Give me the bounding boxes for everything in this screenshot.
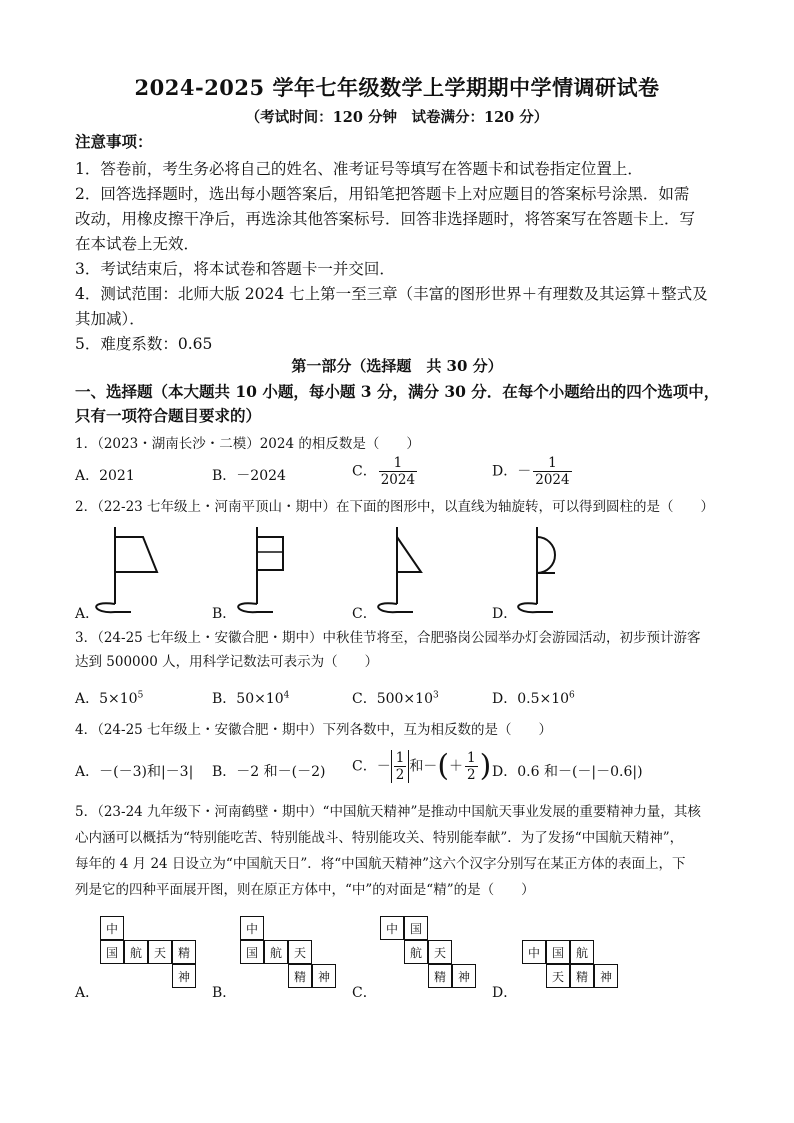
net-cell: 中: [100, 916, 124, 940]
q3-stem: 3．（24-25 七年级上・安徽合肥・期中）中秋佳节将至，合肥骆岗公园举办灯会游园活动，初步预计游客: [75, 630, 701, 646]
notes-heading: 注意事项：: [75, 132, 153, 151]
fraction: [533, 455, 571, 488]
q3-option-d-text: D．0.5×10: [492, 691, 570, 707]
net-cell: 中: [380, 916, 404, 940]
q1-option-c[interactable]: [352, 455, 419, 488]
fraction-denominator: 2: [395, 767, 405, 783]
note-line: 1．答卷前，考生务必将自己的姓名、准考证号等填写在答题卡和试卷指定位置上．: [75, 160, 643, 178]
q2-option-c[interactable]: C．: [352, 606, 377, 622]
exam-title: 2024-2025 学年七年级数学上学期期中学情调研试卷: [134, 75, 660, 100]
q2-option-b[interactable]: B．: [212, 606, 237, 622]
paren-open: (: [437, 748, 450, 784]
q1-option-d-label: D．－: [492, 463, 532, 480]
q1-option-b[interactable]: B．－2024: [212, 468, 286, 484]
q3-option-b-text: B．50×10: [212, 691, 284, 707]
q3-option-c-text: C．500×10: [352, 691, 433, 707]
q2-option-d[interactable]: D．: [492, 606, 518, 622]
q3-option-b[interactable]: [212, 688, 289, 708]
q5-stem: 心内涵可以概括为“特别能吃苦、特别能战斗、特别能攻关、特别能奉献”．为了发扬“中国航天精神”，: [75, 830, 684, 846]
fraction: [379, 455, 417, 488]
q2-option-a[interactable]: A．: [75, 606, 100, 622]
fraction-denominator: 2: [467, 767, 476, 783]
net-cell: 中: [522, 940, 546, 964]
section-intro: 一、选择题（本大题共 10 小题，每小题 3 分，满分 30 分．在每个小题给出的四个选项中，: [75, 382, 720, 401]
net-cell: 国: [240, 940, 264, 964]
note-line: 2．回答选择题时，选出每小题答案后，用铅笔把答题卡上对应题目的答案标号涂黑．如需: [75, 185, 690, 203]
net-cell: 精: [172, 940, 196, 964]
paren-close: ): [479, 748, 492, 784]
net-cell: 国: [100, 940, 124, 964]
exponent: 3: [432, 690, 439, 701]
q3-stem: 达到 500000 人，用科学记数法可表示为（ ）: [75, 654, 379, 670]
note-line: 5．难度系数：0.65: [75, 335, 213, 353]
q1-option-d[interactable]: [492, 455, 574, 488]
q2-figure-a: [95, 522, 165, 617]
section-intro: 只有一项符合题目要求的）: [75, 406, 262, 425]
note-line: 4．测试范围：北师大版 2024 七上第一至三章（丰富的图形世界＋有理数及其运算＋整式及: [75, 285, 708, 303]
q2-stem: 2．（22-23 七年级上・河南平顶山・期中）在下面的图形中，以直线为轴旋转，可以得到圆柱的是（ ）: [75, 499, 715, 515]
q5-option-a[interactable]: A．: [75, 985, 100, 1001]
net-cell: 国: [546, 940, 570, 964]
q1-option-a[interactable]: A．2021: [75, 468, 135, 484]
fraction: [465, 750, 478, 783]
net-cell: 精: [570, 964, 594, 988]
note-line: 在本试卷上无效．: [75, 235, 200, 253]
net-cell: 神: [594, 964, 618, 988]
net-cell: 航: [404, 940, 428, 964]
q3-option-a[interactable]: [75, 688, 143, 708]
q3-option-a-text: A．5×10: [75, 691, 138, 707]
q4-option-d[interactable]: D．0.6 和－(－|－0.6|): [492, 764, 643, 780]
fraction-denominator: 2024: [535, 472, 570, 488]
note-line: 3．考试结束后，将本试卷和答题卡一并交回．: [75, 260, 395, 278]
q4-stem: 4．（24-25 七年级上・安徽合肥・期中）下列各数中，互为相反数的是（ ）: [75, 722, 553, 738]
net-cell: 精: [428, 964, 452, 988]
exam-subtitle: （考试时间：120 分钟 试卷满分：120 分）: [245, 109, 549, 126]
q4-option-c-label: C．－: [352, 758, 391, 775]
abs-value: [391, 750, 410, 783]
q1-stem: 1．（2023・湖南长沙・二模）2024 的相反数是（ ）: [75, 436, 420, 452]
q4-option-a[interactable]: A．－(－3)和|－3|: [75, 764, 194, 780]
fraction-numerator: 1: [395, 750, 405, 766]
net-cell: 精: [288, 964, 312, 988]
q1-option-c-label: C．: [352, 463, 377, 480]
net-cell: 神: [452, 964, 476, 988]
section-heading: 第一部分（选择题 共 30 分）: [291, 357, 503, 375]
q5-option-b[interactable]: B．: [212, 985, 237, 1001]
q5-option-c[interactable]: C．: [352, 985, 377, 1001]
net-cell: 国: [404, 916, 428, 940]
q3-option-d[interactable]: [492, 688, 575, 708]
fraction-numerator: 1: [467, 750, 476, 766]
q5-stem: 5．（23-24 九年级下・河南鹤壁・期中）“中国航天精神”是推动中国航天事业发展的重要精神力量，其核: [75, 804, 701, 820]
net-cell: 航: [570, 940, 594, 964]
note-line: 改动，用橡皮擦干净后，再选涂其他答案标号．回答非选择题时，将答案写在答题卡上．写: [75, 210, 696, 228]
q4-option-c-mid: 和－: [409, 758, 438, 775]
net-cell: 航: [124, 940, 148, 964]
net-cell: 天: [546, 964, 570, 988]
q4-option-c-sign: ＋: [449, 758, 464, 775]
fraction-numerator: 1: [548, 455, 557, 471]
net-cell: 中: [240, 916, 264, 940]
fraction-numerator: 1: [393, 455, 403, 471]
q2-figure-b: [235, 522, 305, 617]
q3-option-c[interactable]: [352, 688, 439, 708]
q4-option-b[interactable]: B．－2 和－(－2): [212, 764, 326, 780]
q2-figure-d: [515, 522, 585, 617]
q2-figure-c: [375, 522, 445, 617]
net-cell: 天: [148, 940, 172, 964]
q4-option-c[interactable]: [352, 750, 491, 783]
exponent: 5: [137, 690, 144, 701]
net-cell: 天: [428, 940, 452, 964]
net-cell: 神: [312, 964, 336, 988]
net-cell: 天: [288, 940, 312, 964]
q5-stem: 列是它的四种平面展开图，则在原正方体中，“中”的对面是“精”的是（ ）: [75, 882, 535, 898]
net-cell: 神: [172, 964, 196, 988]
q5-stem: 每年的 4 月 24 日设立为“中国航天日”．将“中国航天精神”这六个汉字分别写在某正方体的表面上，下: [75, 856, 686, 872]
net-cell: 航: [264, 940, 288, 964]
fraction: [394, 750, 407, 783]
q5-option-d[interactable]: D．: [492, 985, 518, 1001]
exponent: 4: [283, 690, 290, 701]
fraction-denominator: 2024: [380, 472, 416, 488]
exponent: 6: [569, 690, 575, 701]
note-line: 其加减）．: [75, 310, 145, 328]
